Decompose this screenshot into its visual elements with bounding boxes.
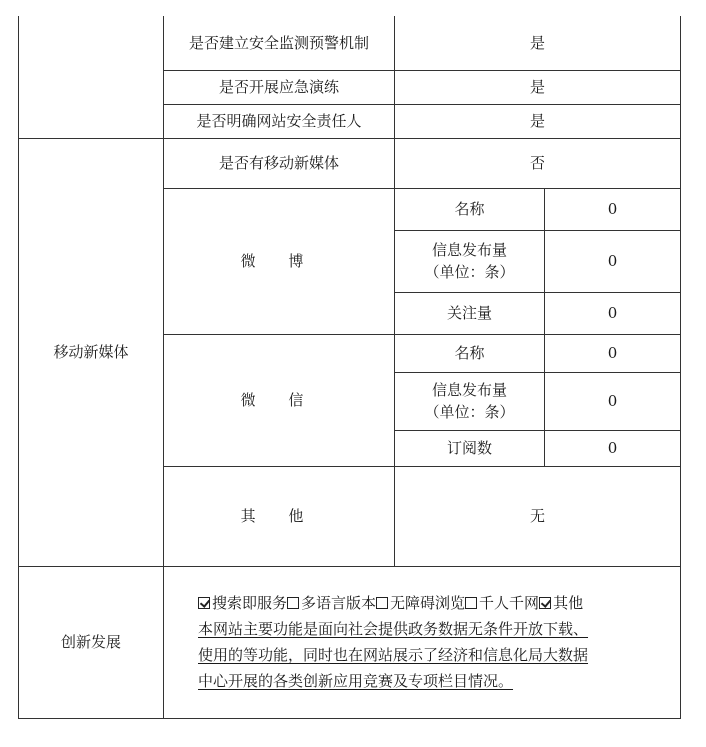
wechat-publish-value: 0: [545, 372, 681, 430]
weibo-label: 微 博: [164, 188, 395, 334]
unchecked-checkbox-icon[interactable]: [376, 597, 388, 609]
has-mobile-media-value: 否: [395, 138, 681, 188]
innovation-description-line2: 使用的等功能，同时也在网站展示了经济和信息化局大数据: [198, 646, 589, 664]
report-table: [18, 16, 681, 719]
wechat-name-label: 名称: [395, 334, 545, 372]
other-value: 无: [395, 466, 681, 566]
weibo-publish-value: 0: [545, 230, 681, 292]
wechat-publish-label-line1: 信息发布量: [431, 381, 507, 399]
wechat-publish-label-line2: （单位：条）: [424, 403, 515, 421]
innovation-options: [198, 590, 672, 616]
checked-checkbox-icon[interactable]: [539, 597, 551, 609]
wechat-label: 微 信: [164, 334, 395, 466]
weibo-publish-label: [395, 230, 545, 292]
weibo-name-value: 0: [545, 188, 681, 230]
option-search-as-service[interactable]: 搜索即服务: [198, 594, 287, 612]
security-section-cell: [19, 16, 164, 138]
innovation-section-label: 创新发展: [19, 566, 164, 718]
has-mobile-media-label: 是否有移动新媒体: [164, 138, 395, 188]
other-label: 其 他: [164, 466, 395, 566]
wechat-publish-label: [395, 372, 545, 430]
security-row-value: 是: [395, 104, 681, 138]
weibo-publish-label-line2: （单位：条）: [424, 263, 515, 281]
wechat-subscribe-value: 0: [545, 430, 681, 466]
innovation-description-line3: 中心开展的各类创新应用竞赛及专项栏目情况。: [198, 672, 514, 690]
weibo-name-label: 名称: [395, 188, 545, 230]
innovation-content: [164, 566, 681, 718]
mobile-media-section-label: 移动新媒体: [19, 138, 164, 566]
security-row-label: 是否开展应急演练: [164, 70, 395, 104]
security-row-value: 是: [395, 16, 681, 70]
unchecked-checkbox-icon[interactable]: [465, 597, 477, 609]
weibo-publish-label-line1: 信息发布量: [431, 241, 507, 259]
option-personalized[interactable]: 千人千网: [465, 594, 539, 612]
innovation-description-line1: 本网站主要功能是面向社会提供政务数据无条件开放下载、: [198, 620, 589, 638]
checked-checkbox-icon[interactable]: [198, 597, 210, 609]
option-other[interactable]: 其他: [539, 594, 583, 612]
security-row-label: 是否明确网站安全责任人: [164, 104, 395, 138]
security-row-label: 是否建立安全监测预警机制: [164, 16, 395, 70]
wechat-name-value: 0: [545, 334, 681, 372]
weibo-follow-value: 0: [545, 292, 681, 334]
wechat-subscribe-label: 订阅数: [395, 430, 545, 466]
option-multilingual[interactable]: 多语言版本: [287, 594, 376, 612]
option-accessibility[interactable]: 无障碍浏览: [376, 594, 465, 612]
unchecked-checkbox-icon[interactable]: [287, 597, 299, 609]
security-row-value: 是: [395, 70, 681, 104]
weibo-follow-label: 关注量: [395, 292, 545, 334]
